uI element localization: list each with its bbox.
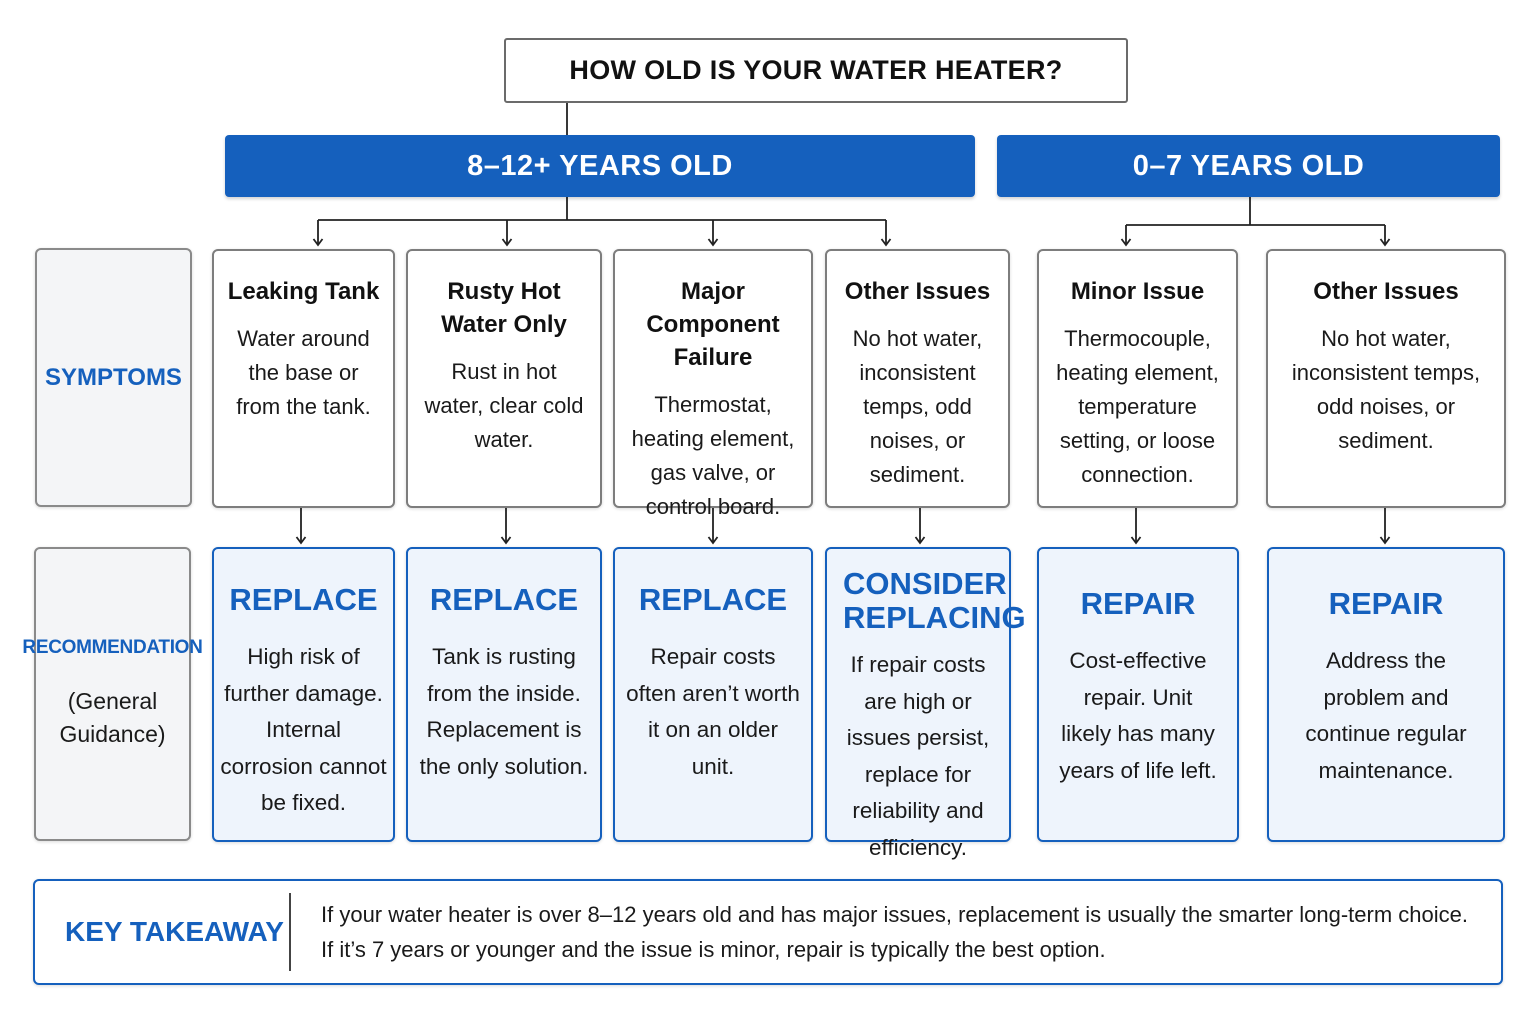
group-label: 8–12+ YEARS OLD [467,149,733,182]
recommendation-card-replace-3 [613,547,813,842]
recommendation-description: High risk of further damage. Internal corrosion cannot be fixed. [220,644,387,815]
row-label-recommendation [22,547,203,841]
symptom-description: Thermostat, heating element, gas valve, or control board. [631,392,795,519]
recommendation-title: CONSIDER REPLACING [843,566,1026,635]
symptom-card-leaking-tank [212,249,395,508]
recommendation-card-replace-2 [406,547,602,842]
symptom-title: Rusty Hot Water Only [441,278,567,338]
recommendation-description: Tank is rusting from the inside. Replacement is the only solution. [419,644,589,779]
recommendation-title: REPLACE [229,582,378,617]
key-takeaway-text [291,897,1468,967]
symptom-card-other-issues-new [1266,249,1506,508]
key-takeaway-line-2: If it’s 7 years or younger and the issue is minor, repair is typically the best option. [321,937,1106,962]
recommendation-card-repair-1 [1037,547,1239,842]
symptom-card-rusty-hot-water [406,249,602,508]
recommendation-card-consider-replacing [825,547,1026,860]
symptom-title: Leaking Tank [227,278,380,305]
symptom-card-major-component-failure [613,249,813,519]
recommendation-title: REPAIR [1328,586,1444,621]
recommendation-card-replace-1 [212,547,395,842]
recommendation-card-repair-2 [1267,547,1505,842]
row-label-symptoms [35,248,192,507]
symptom-title: Other Issues [844,278,991,305]
symptoms-label: SYMPTOMS [45,363,182,391]
symptom-description: Water around the base or from the tank. [236,326,371,419]
symptom-card-other-issues-old [825,249,1010,508]
recommendation-label: RECOMMENDATION [22,637,203,658]
question-box [504,38,1128,103]
symptom-card-minor-issue [1037,249,1238,508]
recommendation-title: REPAIR [1080,586,1196,621]
recommendation-title: REPLACE [638,582,788,617]
key-takeaway-line-1: If your water heater is over 8–12 years old and has major issues, replacement is usually the smarter long-term choice. [321,902,1468,927]
symptom-title: Other Issues [1313,278,1459,305]
symptom-description: Rust in hot water, clear cold water. [424,359,584,452]
recommendation-description: Address the problem and continue regular maintenance. [1305,648,1467,783]
key-takeaway-box [33,879,1503,985]
recommendation-sublabel: (General Guidance) [59,688,166,747]
key-takeaway-title: KEY TAKEAWAY [65,916,284,947]
group-label: 0–7 YEARS OLD [1132,149,1365,182]
symptom-title: Major Component Failure [646,278,780,371]
symptom-description: Thermocouple, heating element, temperature setting, or loose connection. [1056,326,1219,487]
symptom-description: No hot water, inconsistent temps, odd noises, or sediment. [852,326,983,487]
recommendation-title: REPLACE [429,582,579,617]
recommendation-description: If repair costs are high or issues persist, replace for reliability and efficiency. [846,652,990,860]
symptom-description: No hot water, inconsistent temps, odd noises, or sediment. [1291,326,1481,453]
recommendation-description: Repair costs often aren’t worth it on an older unit. [626,644,800,779]
symptom-title: Minor Issue [1070,278,1205,305]
recommendation-description: Cost-effective repair. Unit likely has many years of life left. [1059,648,1217,783]
group-header-0-7-years [997,135,1500,197]
question-text: HOW OLD IS YOUR WATER HEATER? [569,55,1063,85]
group-header-8-12-years [225,135,975,197]
